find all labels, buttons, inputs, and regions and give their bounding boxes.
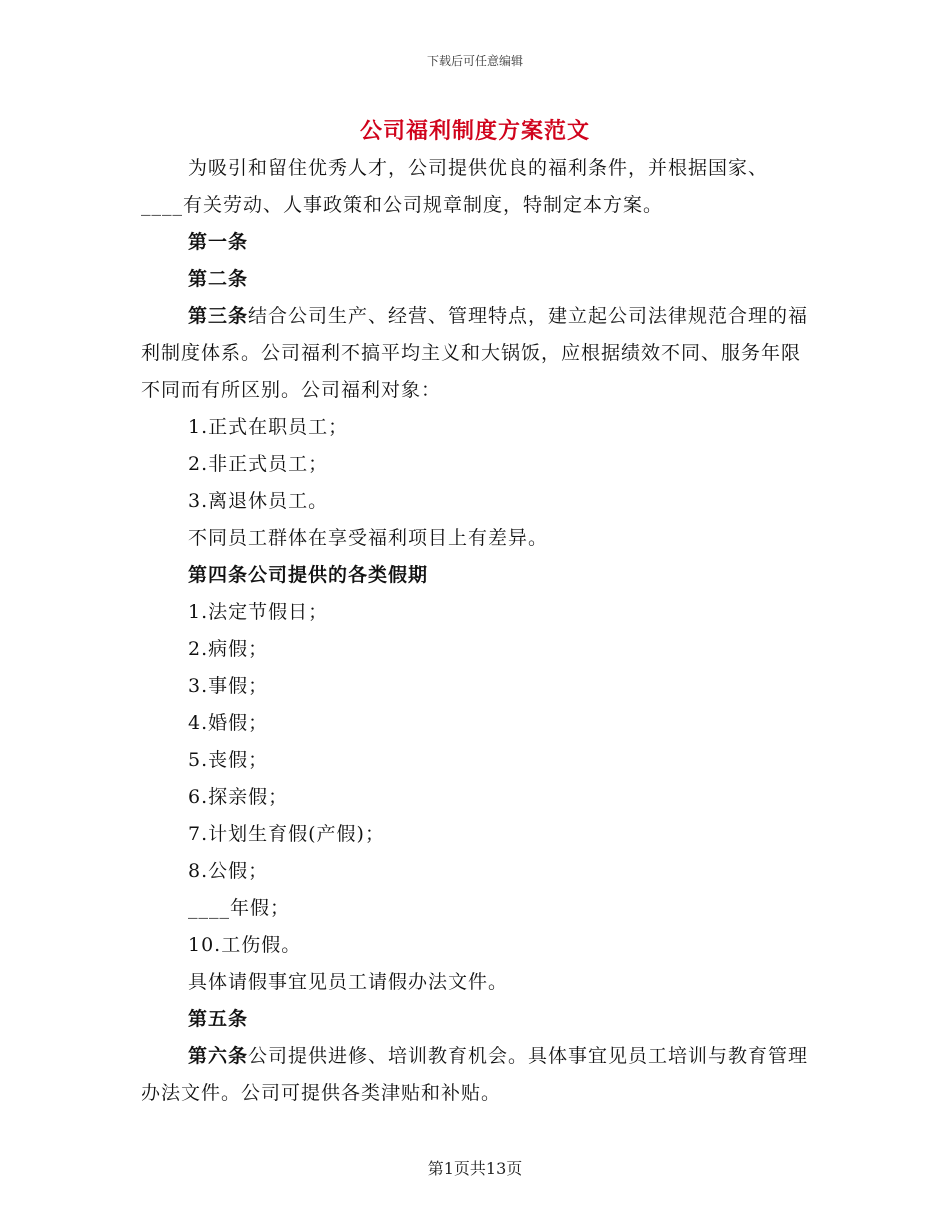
article-3-text: 结合公司生产、经营、管理特点，建立起公司法律规范合理的福利制度体系。公司福利不搞平均主义和大锅饭，应根据绩效不同、服务年限不同而有所区别。公司福利对象： [141,305,809,401]
article-4: 第四条公司提供的各类假期 [188,564,429,586]
page-footer: 第1页共13页 [427,1159,523,1178]
leave-note: 具体请假事宜见员工请假办法文件。 [188,971,509,993]
list-item: 4.婚假； [188,712,269,734]
page-title: 公司福利制度方案范文 [359,118,590,144]
article-6 [141,1038,809,1112]
article-1: 第一条 [188,231,249,253]
article-5: 第五条 [188,1008,249,1030]
intro-paragraph: 为吸引和留住优秀人才，公司提供优良的福利条件，并根据国家、____有关劳动、人事政策和公司规章制度，特制定本方案。 [141,157,769,216]
list-item: 2.非正式员工； [188,453,329,475]
article-3-label: 第三条 [188,305,249,327]
list-item: 3.事假； [188,675,269,697]
article-6-label: 第六条 [188,1045,249,1067]
list-item: 6.探亲假； [188,786,289,808]
article-6-text: 公司提供进修、培训教育机会。具体事宜见员工培训与教育管理办法文件。公司可提供各类津贴和补贴。 [141,1045,809,1104]
list-item: 7.计划生育假(产假)； [188,823,385,845]
list-item: 3.离退休员工。 [188,490,329,512]
list-item: ____年假； [188,897,291,919]
article-3 [141,298,809,409]
difference-note: 不同员工群体在享受福利项目上有差异。 [188,527,549,549]
document-body [141,150,809,1112]
article-2: 第二条 [188,268,249,290]
list-item: 10.工伤假。 [188,934,302,956]
list-item: 1.正式在职员工； [188,416,349,438]
list-item: 8.公假； [188,860,269,882]
list-item: 5.丧假； [188,749,269,771]
list-item: 2.病假； [188,638,269,660]
header-note: 下载后可任意编辑 [426,54,523,68]
list-item: 1.法定节假日； [188,601,329,623]
